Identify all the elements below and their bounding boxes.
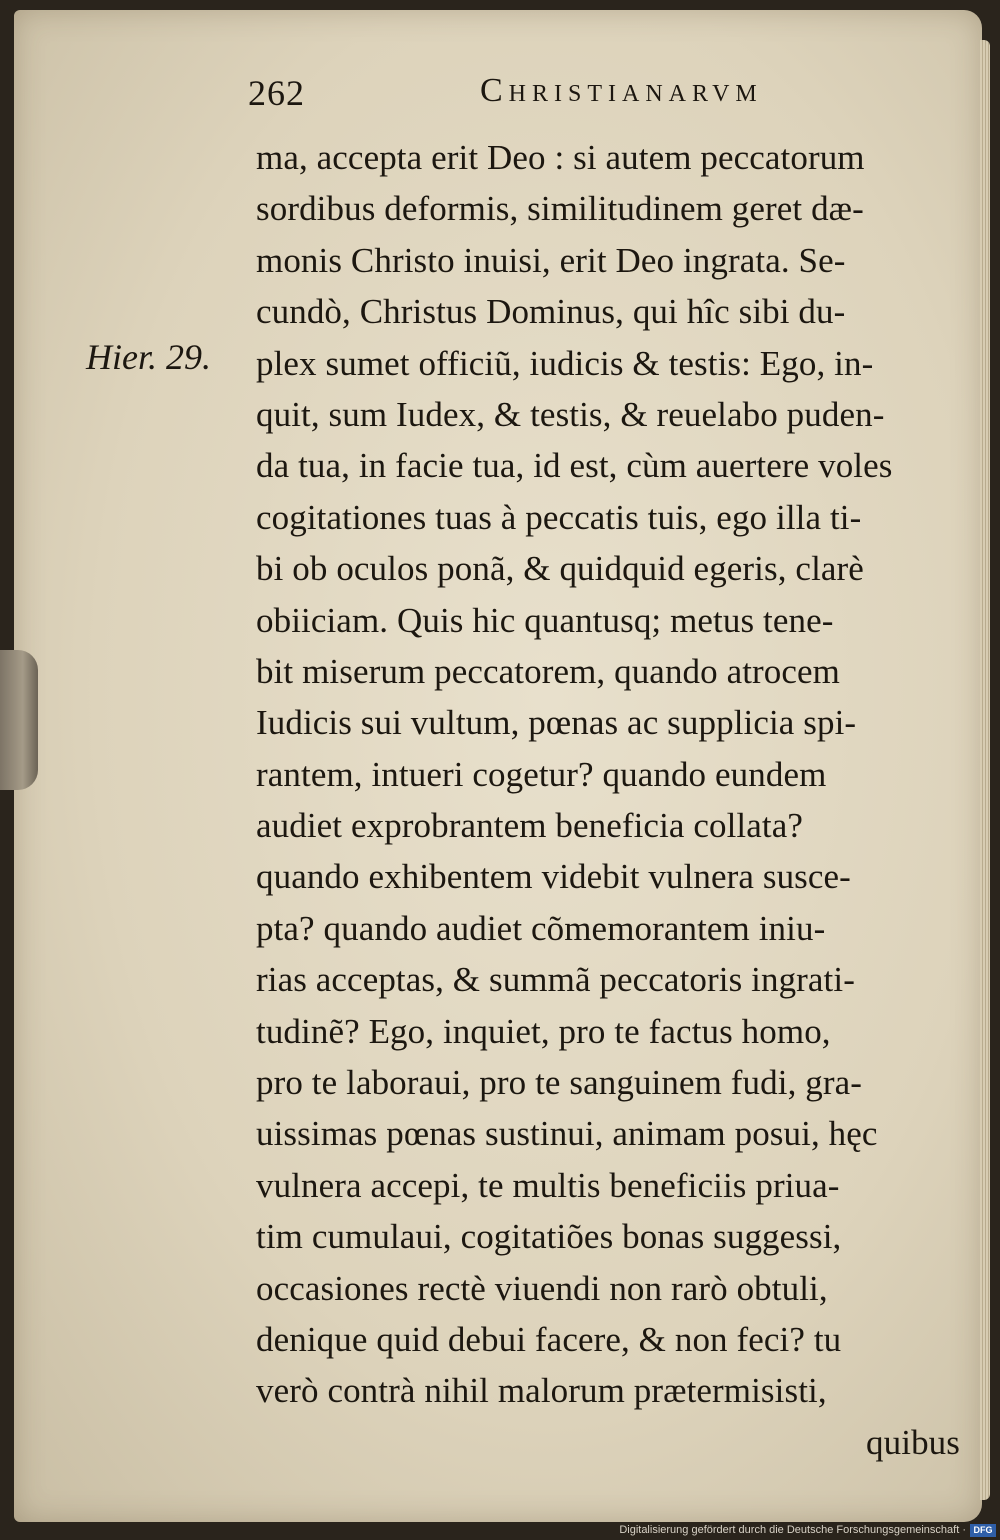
text-line: tim cumulaui, cogitatiões bonas suggessi, [256,1217,842,1257]
text-line: cundò, Christus Dominus, qui hîc sibi du- [256,292,846,332]
text-line: sordibus deformis, similitudinem geret dæ- [256,189,864,229]
margin-note: Hier. 29. [86,337,211,377]
text-line: quit, sum Iudex, & testis, & reuelabo puden- [256,394,885,434]
text-line: bit miserum peccatorem, quando atrocem [256,651,840,691]
text-line: plex sumet officiũ, iudicis & testis: Ego, in- [256,343,874,383]
catchword: quibus [866,1422,960,1462]
text-line: ma, accepta erit Deo : si autem peccatorum [256,138,865,177]
text-line: vulnera accepi, te multis beneficiis priua- [256,1165,840,1205]
text-line: da tua, in facie tua, id est, cùm auertere voles [256,446,893,486]
text-line: verò contrà nihil malorum prætermisisti, [256,1371,827,1411]
page-header [248,72,868,124]
digitization-credit: Digitalisierung gefördert durch die Deutsche Forschungsgemeinschaft · [619,1524,966,1536]
text-line: denique quid debui facere, & non feci? tu [256,1319,842,1359]
text-line: obiiciam. Quis hic quantusq; metus tene- [256,600,834,640]
text-line: Iudicis sui vultum, pœnas ac supplicia spi- [256,703,857,743]
book-clasp [0,650,38,790]
dfg-logo: DFG [970,1524,996,1537]
body-text [256,132,966,1468]
text-line: bi ob oculos ponã, & quidquid egeris, clarè [256,549,864,589]
text-line: rantem, intueri cogetur? quando eundem [256,754,827,794]
text-line: occasiones rectè viuendi non rarò obtuli, [256,1268,828,1308]
text-line: audiet exprobrantem beneficia collata? [256,806,803,846]
text-line: monis Christo inuisi, erit Deo ingrata. Se- [256,240,846,280]
running-title: Christianarvm [480,72,763,109]
text-line: pta? quando audiet cõmemorantem iniu- [256,908,826,948]
page-edge [980,40,990,1500]
text-line: rias acceptas, & summã peccatoris ingrati- [256,960,855,1000]
text-line: pro te laboraui, pro te sanguinem fudi, gra- [256,1063,863,1103]
text-line: tudinẽ? Ego, inquiet, pro te factus homo, [256,1011,831,1051]
text-line: cogitationes tuas à peccatis tuis, ego illa ti- [256,497,862,537]
folio-number: 262 [248,73,305,113]
text-line: uissimas pœnas sustinui, animam posui, hęc [256,1114,878,1154]
text-line: quando exhibentem videbit vulnera susce- [256,857,851,897]
